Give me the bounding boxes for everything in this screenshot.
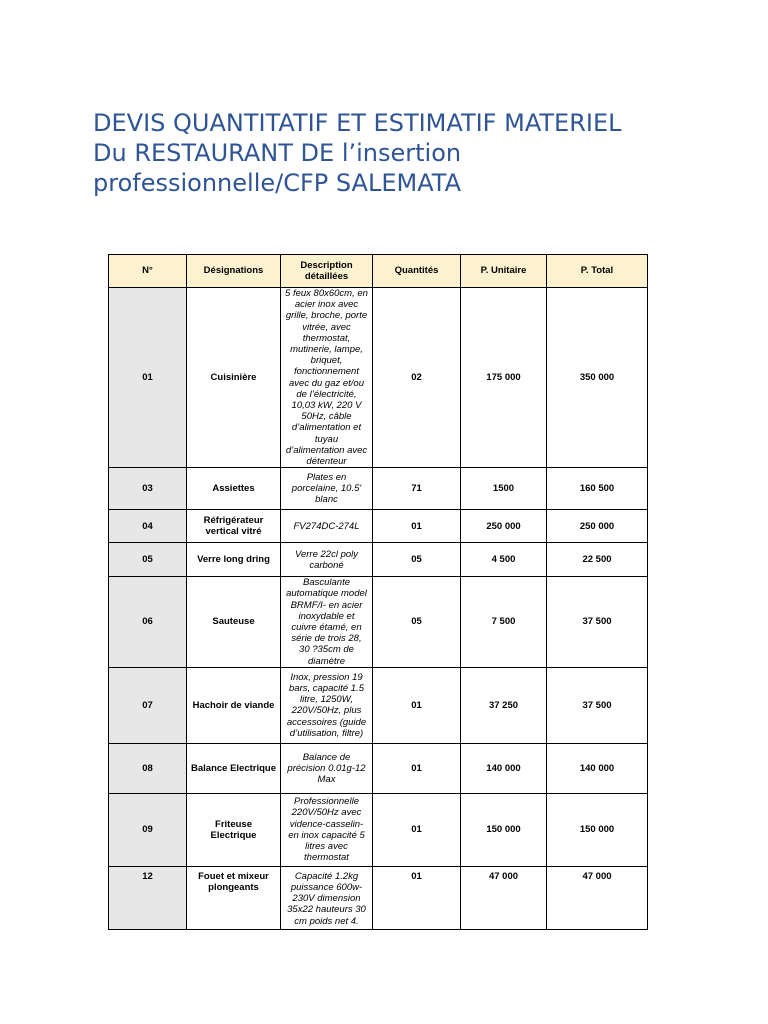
header-quantity: Quantités: [373, 255, 461, 288]
table-row: [109, 743, 648, 793]
row-designation: Sauteuse: [187, 577, 281, 668]
title-line-1: DEVIS QUANTITATIF ET ESTIMATIF MATERIEL: [93, 109, 622, 137]
row-unit-price: 47 000: [461, 866, 547, 929]
row-num: 06: [109, 577, 187, 668]
row-quantity: 05: [373, 577, 461, 668]
row-description: Professionnelle 220V/50Hz avec vidence-casselin-en inox capacité 5 litres avec thermostat: [281, 793, 373, 866]
row-description: Inox, pression 19 bars, capacité 1.5 litre, 1250W, 220V/50Hz, plus accessoires (guide d’utilisation, filtre): [281, 667, 373, 743]
row-num: 07: [109, 667, 187, 743]
row-total-price: 47 000: [547, 866, 648, 929]
table-header-row: [109, 255, 648, 288]
row-unit-price: 250 000: [461, 510, 547, 543]
row-quantity: 71: [373, 468, 461, 510]
row-description: FV274DC-274L: [281, 510, 373, 543]
row-designation: Fouet et mixeur plongeants: [187, 866, 281, 929]
title-line-3: professionnelle/CFP SALEMATA: [93, 169, 461, 197]
row-num: 08: [109, 743, 187, 793]
row-description: Plates en porcelaine, 10.5' blanc: [281, 468, 373, 510]
row-unit-price: 1500: [461, 468, 547, 510]
row-num: 04: [109, 510, 187, 543]
row-quantity: 01: [373, 743, 461, 793]
table-row: [109, 866, 648, 929]
row-designation: Assiettes: [187, 468, 281, 510]
row-num: 09: [109, 793, 187, 866]
row-description: 5 feux 80x60cm, en acier inox avec grille, broche, porte vitrée, avec thermostat, mutinerie, lampe, briquet, fonctionnement avec du gaz et/ou de l’électricité, 10,03 kW, 220 V 50Hz, câble d’alimentation et tuyau d’alimentation avec détenteur: [281, 288, 373, 468]
row-unit-price: 7 500: [461, 577, 547, 668]
row-quantity: 01: [373, 866, 461, 929]
table-row: [109, 577, 648, 668]
row-designation: Friteuse Electrique: [187, 793, 281, 866]
row-total-price: 22 500: [547, 543, 648, 577]
table-row: [109, 543, 648, 577]
table-row: [109, 288, 648, 468]
row-description: Capacité 1.2kg puissance 600w-230V dimension 35x22 hauteurs 30 cm poids net 4.: [281, 866, 373, 929]
table-row: [109, 793, 648, 866]
row-total-price: 160 500: [547, 468, 648, 510]
header-unit-price: P. Unitaire: [461, 255, 547, 288]
quote-table: [108, 254, 648, 930]
header-num: N°: [109, 255, 187, 288]
row-total-price: 350 000: [547, 288, 648, 468]
table-row: [109, 468, 648, 510]
row-num: 05: [109, 543, 187, 577]
row-quantity: 05: [373, 543, 461, 577]
row-quantity: 01: [373, 667, 461, 743]
row-total-price: 140 000: [547, 743, 648, 793]
row-description: Balance de précision 0.01g-12 Max: [281, 743, 373, 793]
row-unit-price: 4 500: [461, 543, 547, 577]
row-total-price: 37 500: [547, 577, 648, 668]
row-designation: Cuisinière: [187, 288, 281, 468]
row-designation: Réfrigérateur vertical vitré: [187, 510, 281, 543]
row-num: 01: [109, 288, 187, 468]
row-num: 12: [109, 866, 187, 929]
row-quantity: 01: [373, 510, 461, 543]
row-designation: Hachoir de viande: [187, 667, 281, 743]
table-row: [109, 510, 648, 543]
row-total-price: 250 000: [547, 510, 648, 543]
row-description: Verre 22cl poly carboné: [281, 543, 373, 577]
row-unit-price: 175 000: [461, 288, 547, 468]
row-total-price: 37 500: [547, 667, 648, 743]
row-unit-price: 150 000: [461, 793, 547, 866]
row-designation: Balance Electrique: [187, 743, 281, 793]
table-row: [109, 667, 648, 743]
row-unit-price: 140 000: [461, 743, 547, 793]
row-quantity: 01: [373, 793, 461, 866]
header-designation: Désignations: [187, 255, 281, 288]
row-description: Basculante automatique model BRMF/I- en acier inoxydable et cuivre étamé, en série de trois 28, 30 ?35cm de diamètre: [281, 577, 373, 668]
header-description: Description détaillées: [281, 255, 373, 288]
row-unit-price: 37 250: [461, 667, 547, 743]
row-total-price: 150 000: [547, 793, 648, 866]
document-title: [93, 108, 733, 198]
row-num: 03: [109, 468, 187, 510]
header-total-price: P. Total: [547, 255, 648, 288]
title-line-2: Du RESTAURANT DE l’insertion: [93, 139, 462, 167]
row-designation: Verre long dring: [187, 543, 281, 577]
row-quantity: 02: [373, 288, 461, 468]
